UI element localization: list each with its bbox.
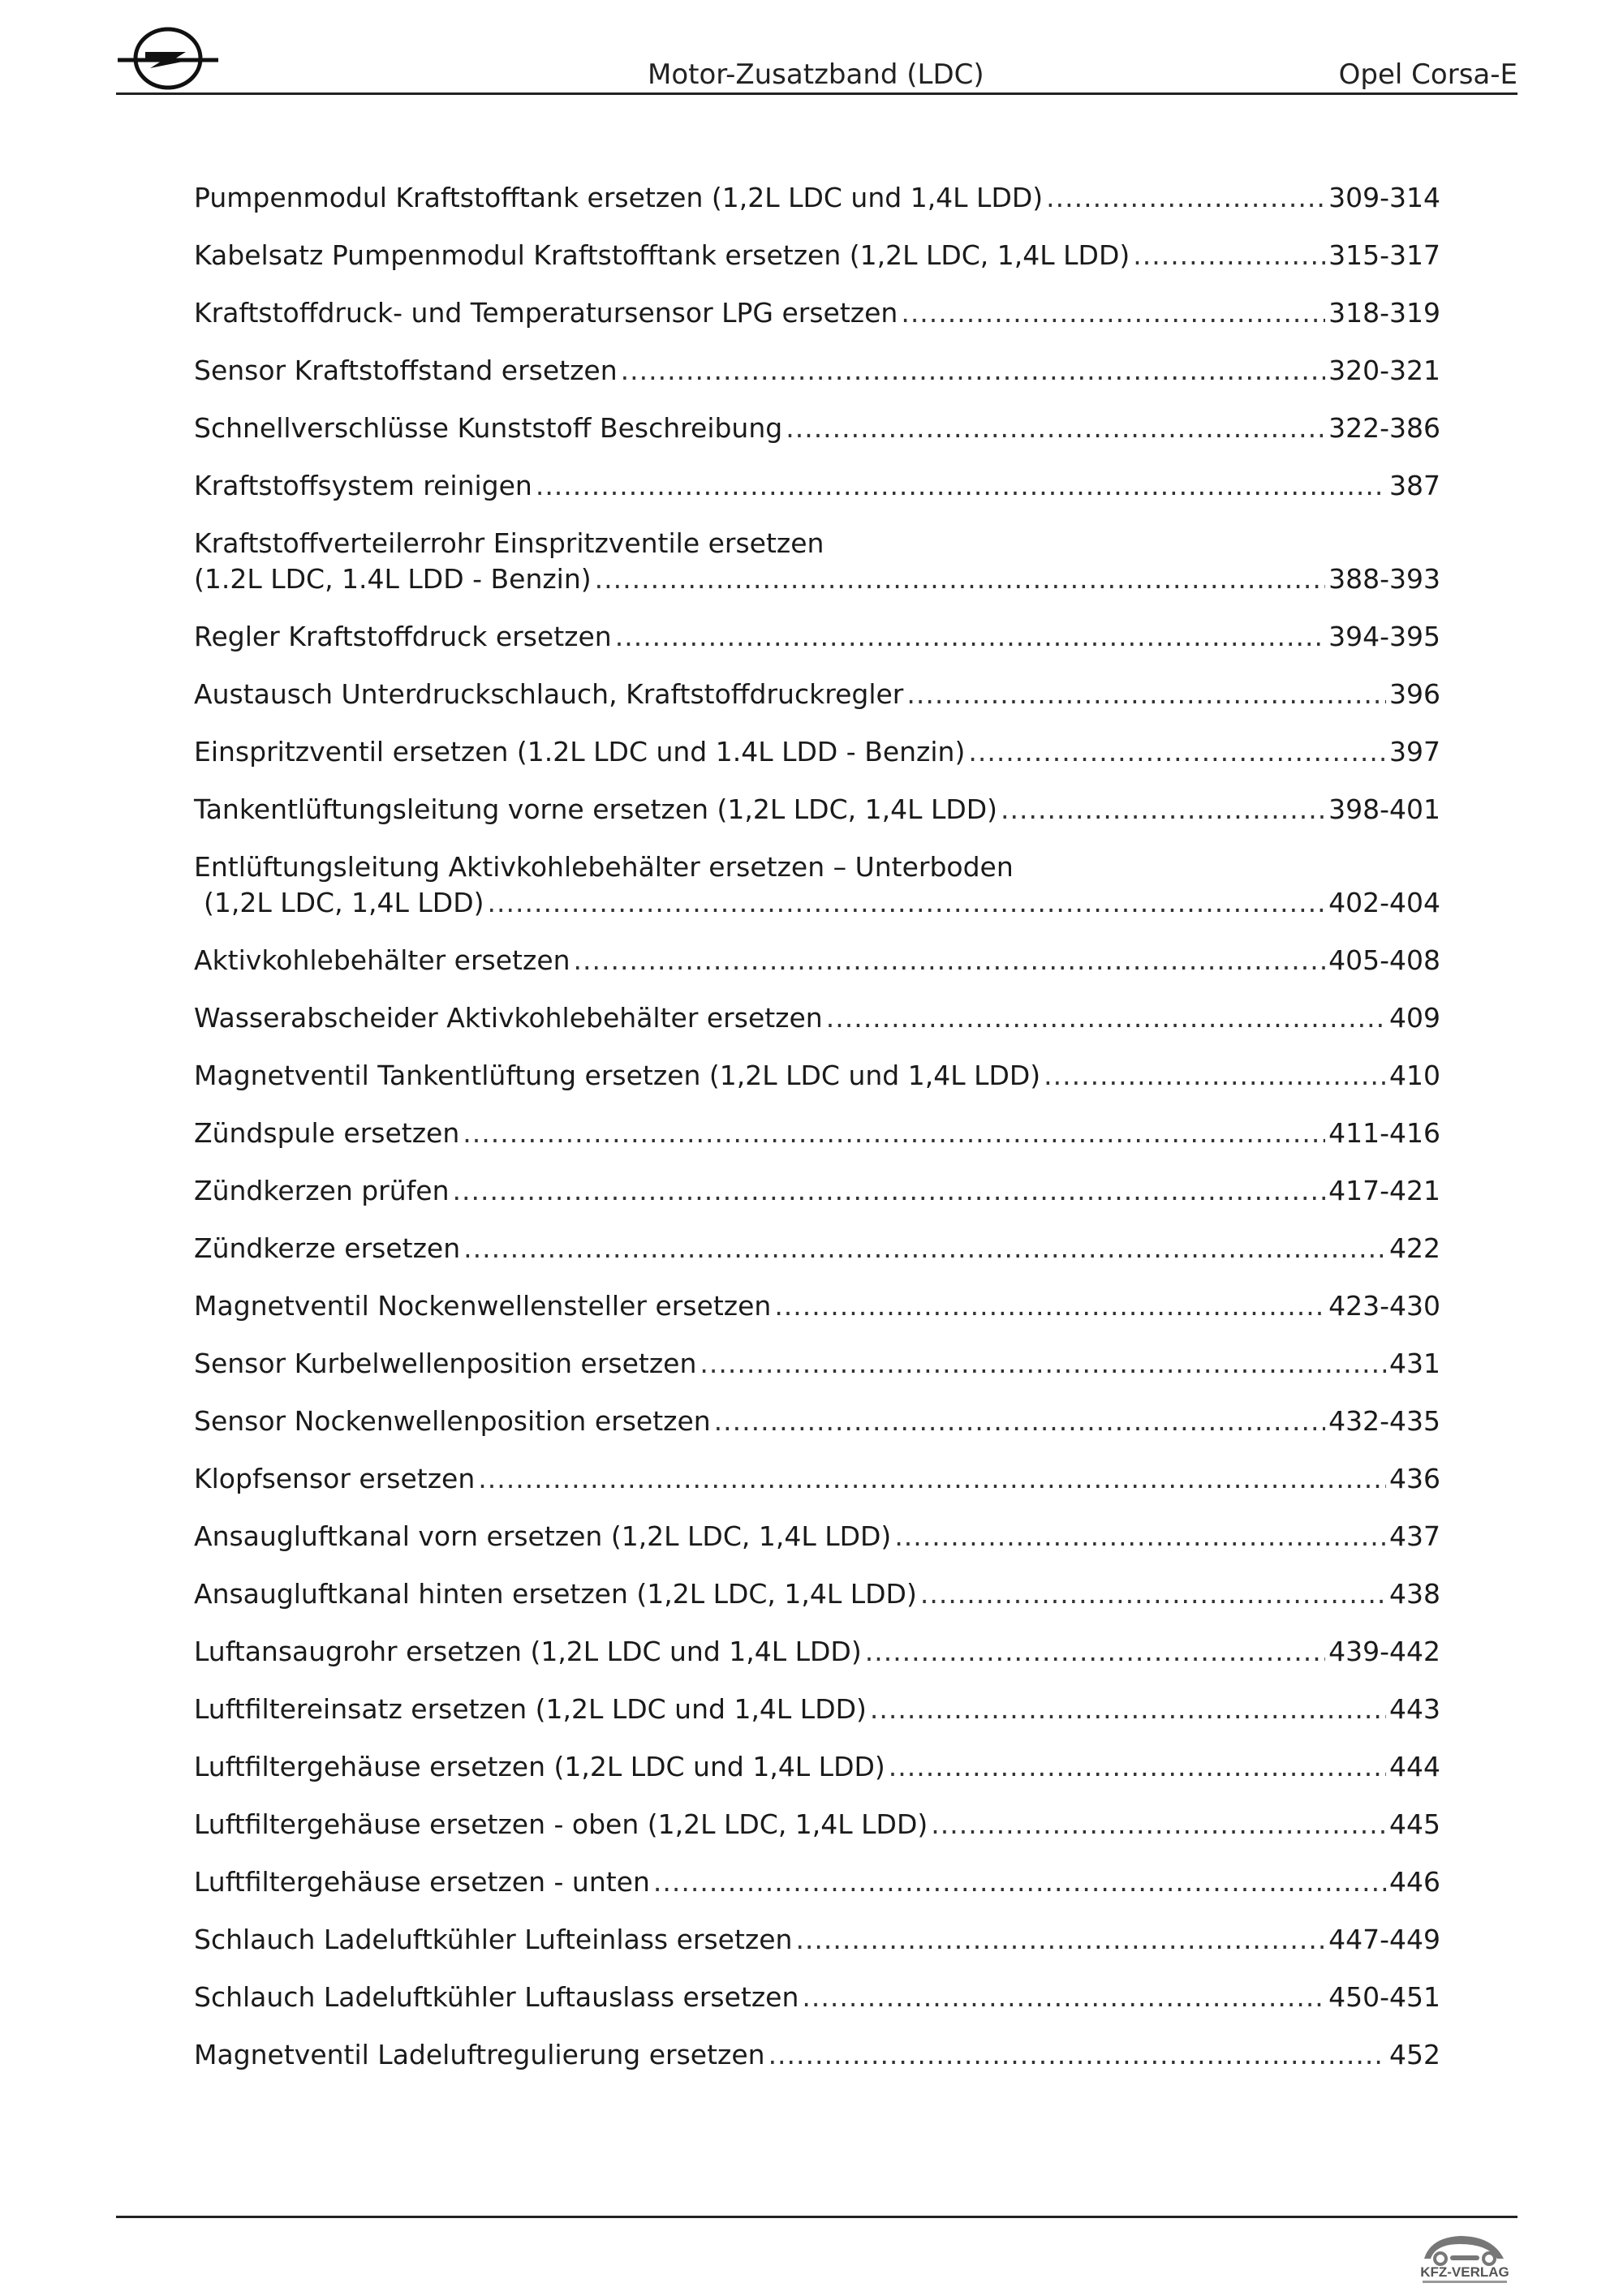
toc-entry [194,1864,1440,1900]
dot-leader [1001,792,1325,828]
toc-entry-page: 432-435 [1328,1405,1440,1437]
dot-leader [865,1634,1325,1670]
document-title: Motor-Zusatzband (LDC) [648,58,984,91]
dot-leader [536,468,1386,504]
toc-entry-row [194,1634,1440,1670]
toc-entry [194,1749,1440,1785]
toc-entry [194,849,1440,921]
toc-entry [194,180,1440,216]
toc-entry-row [194,180,1440,216]
toc-entry-title: Sensor Kraftstoffstand ersetzen [194,355,618,386]
dot-leader [768,2037,1386,2073]
toc-entry-row [194,1519,1440,1554]
vehicle-model: Opel Corsa-E [1338,58,1518,91]
toc-entry-row [194,885,1440,921]
toc-entry-title: Aktivkohlebehälter ersetzen [194,944,570,976]
toc-entry-title: Luftansaugrohr ersetzen (1,2L LDC und 1,4L LDD) [194,1636,862,1667]
toc-entry-row [194,468,1440,504]
dot-leader [463,1116,1325,1151]
toc-entry-row [194,1231,1440,1266]
toc-entry [194,619,1440,655]
dot-leader [653,1864,1386,1900]
dot-leader [968,734,1386,770]
toc-entry-title: Einspritzventil ersetzen (1.2L LDC und 1.4L LDD - Benzin) [194,736,966,767]
toc-entry-page: 446 [1389,1866,1440,1898]
toc-entry-page: 436 [1389,1463,1440,1494]
toc-entry-row [194,1807,1440,1842]
toc-entry [194,526,1440,597]
toc-entry-title: Luftfiltergehäuse ersetzen - unten [194,1866,650,1898]
page-header [116,24,1518,96]
toc-entry-page: 447-449 [1328,1924,1440,1955]
dot-leader [1133,238,1325,273]
footer-divider [116,2216,1518,2218]
toc-entry-page: 452 [1389,2039,1440,2070]
toc-entry-title: Sensor Nockenwellenposition ersetzen [194,1405,711,1437]
toc-entry-row [194,1058,1440,1094]
dot-leader [920,1576,1386,1612]
toc-entry-title: Ansaugluftkanal vorn ersetzen (1,2L LDC, 1,4L LDD) [194,1520,892,1552]
toc-entry [194,1634,1440,1670]
toc-entry-row [194,792,1440,828]
toc-entry [194,1692,1440,1727]
toc-entry-page: 423-430 [1328,1290,1440,1322]
toc-entry-page: 410 [1389,1060,1440,1091]
toc-entry-page: 405-408 [1328,944,1440,976]
toc-entry-row [194,1749,1440,1785]
toc-entry-title: (1.2L LDC, 1.4L LDD - Benzin) [194,563,592,595]
toc-entry-title: Kraftstoffdruck- und Temperatursensor LPG ersetzen [194,297,898,329]
toc-entry-page: 320-321 [1328,355,1440,386]
toc-entry [194,734,1440,770]
toc-entry-row [194,238,1440,273]
toc-entry [194,1807,1440,1842]
toc-entry-row [194,2037,1440,2073]
toc-entry-row [194,677,1440,712]
toc-entry-page: 450-451 [1328,1981,1440,2013]
toc-entry-page: 443 [1389,1693,1440,1725]
toc-entry-title: Luftfiltergehäuse ersetzen - oben (1,2L LDC, 1,4L LDD) [194,1808,928,1840]
toc-entry-title: Kabelsatz Pumpenmodul Kraftstofftank ersetzen (1,2L LDC, 1,4L LDD) [194,239,1130,271]
toc-entry [194,1346,1440,1382]
dot-leader [870,1692,1386,1727]
toc-entry [194,792,1440,828]
toc-entry [194,238,1440,273]
opel-logo-icon [116,24,220,92]
toc-entry-row [194,1980,1440,2015]
toc-entry [194,1922,1440,1958]
toc-entry-title: Sensor Kurbelwellenposition ersetzen [194,1348,697,1379]
dot-leader [595,561,1325,597]
toc-entry-page: 444 [1389,1751,1440,1782]
toc-entry-page: 438 [1389,1578,1440,1610]
toc-entry [194,295,1440,331]
toc-entry-title: Luftfiltergehäuse ersetzen (1,2L LDC und 1,4L LDD) [194,1751,885,1782]
toc-entry-page: 387 [1389,470,1440,501]
toc-entry-row [194,1461,1440,1497]
toc-entry [194,1980,1440,2015]
dot-leader [621,353,1325,389]
toc-entry-page: 318-319 [1328,297,1440,329]
toc-entry-row [194,1864,1440,1900]
dot-leader [615,619,1325,655]
toc-entry-row [194,353,1440,389]
toc-entry [194,1173,1440,1209]
toc-entry [194,411,1440,446]
toc-entry-title-line: Entlüftungsleitung Aktivkohlebehälter ersetzen – Unterboden [194,851,1014,883]
toc-entry-page: 409 [1389,1002,1440,1034]
toc-entry-title: Regler Kraftstoffdruck ersetzen [194,621,612,652]
toc-entry-page: 402-404 [1328,887,1440,918]
toc-entry [194,2037,1440,2073]
toc-entry-page: 411-416 [1328,1117,1440,1149]
toc-entry-row [194,734,1440,770]
toc-entry-page: 398-401 [1328,793,1440,825]
dot-leader [700,1346,1386,1382]
toc-entry-page: 309-314 [1328,182,1440,213]
toc-entry [194,353,1440,389]
dot-leader [795,1922,1325,1958]
toc-entry-title: Pumpenmodul Kraftstofftank ersetzen (1,2L LDC und 1,4L LDD) [194,182,1044,213]
dot-leader [826,1000,1386,1036]
toc-entry-title: Zündkerze ersetzen [194,1232,461,1264]
toc-entry-title: Schlauch Ladeluftkühler Lufteinlass ersetzen [194,1924,793,1955]
toc-entry-title: Zündspule ersetzen [194,1117,460,1149]
toc-entry-title: Klopfsensor ersetzen [194,1463,476,1494]
toc-entry-page: 396 [1389,678,1440,710]
toc-entry-title: Zündkerzen prüfen [194,1175,450,1206]
toc-entry-row [194,1576,1440,1612]
toc-entry-page: 437 [1389,1520,1440,1552]
toc-entry-row [194,1922,1440,1958]
toc-entry-page: 422 [1389,1232,1440,1264]
toc-entry-page: 315-317 [1328,239,1440,271]
toc-entry-page: 388-393 [1328,563,1440,595]
table-of-contents [194,180,1440,2095]
toc-entry [194,1058,1440,1094]
toc-entry-title: (1,2L LDC, 1,4L LDD) [204,887,484,918]
dot-leader [894,1519,1386,1554]
toc-entry-title: Kraftstoffsystem reinigen [194,470,532,501]
toc-entry [194,468,1440,504]
dot-leader [1044,1058,1386,1094]
header-divider [116,92,1518,95]
toc-entry-row [194,1404,1440,1439]
car-wrench-logo-icon [1408,2226,1522,2288]
toc-entry-row [194,1000,1440,1036]
toc-entry-page: 394-395 [1328,621,1440,652]
toc-entry [194,1116,1440,1151]
toc-entry-title: Magnetventil Ladeluftregulierung ersetzen [194,2039,765,2070]
toc-entry-row [194,619,1440,655]
dot-leader [786,411,1325,446]
toc-entry [194,1404,1440,1439]
toc-entry [194,1000,1440,1036]
toc-entry-page: 431 [1389,1348,1440,1379]
toc-entry-row [194,1288,1440,1324]
toc-entry-row [194,1116,1440,1151]
toc-entry [194,1461,1440,1497]
toc-entry-row [194,1346,1440,1382]
dot-leader [574,943,1326,978]
dot-leader [931,1807,1386,1842]
toc-entry-page: 417-421 [1328,1175,1440,1206]
publisher-logo [1408,2226,1522,2288]
dot-leader [714,1404,1325,1439]
toc-entry-title: Tankentlüftungsleitung vorne ersetzen (1,2L LDC, 1,4L LDD) [194,793,998,825]
toc-entry-row [194,943,1440,978]
toc-entry-title: Wasserabscheider Aktivkohlebehälter ersetzen [194,1002,823,1034]
toc-entry-page: 445 [1389,1808,1440,1840]
toc-entry-title: Luftfiltereinsatz ersetzen (1,2L LDC und 1,4L LDD) [194,1693,867,1725]
dot-leader [802,1980,1325,2015]
toc-entry-title: Schlauch Ladeluftkühler Luftauslass ersetzen [194,1981,799,2013]
toc-entry-title: Schnellverschlüsse Kunststoff Beschreibung [194,412,783,444]
toc-entry-page: 439-442 [1328,1636,1440,1667]
dot-leader [889,1749,1386,1785]
dot-leader [901,295,1325,331]
dot-leader [774,1288,1325,1324]
toc-entry-row [194,561,1440,597]
toc-entry [194,677,1440,712]
toc-entry-title: Ansaugluftkanal hinten ersetzen (1,2L LDC, 1,4L LDD) [194,1578,917,1610]
toc-entry-row [194,1173,1440,1209]
toc-entry-title-line: Kraftstoffverteilerrohr Einspritzventile ersetzen [194,527,824,559]
dot-leader [452,1173,1325,1209]
toc-entry [194,1288,1440,1324]
toc-entry-row [194,411,1440,446]
dot-leader [1046,180,1325,216]
toc-entry-title: Magnetventil Tankentlüftung ersetzen (1,2L LDC und 1,4L LDD) [194,1060,1041,1091]
publisher-name: KFZ-VERLAG [1420,2264,1509,2280]
toc-entry-title: Austausch Unterdruckschlauch, Kraftstoffdruckregler [194,678,904,710]
toc-entry [194,1231,1440,1266]
toc-entry-title: Magnetventil Nockenwellensteller ersetzen [194,1290,772,1322]
dot-leader [463,1231,1386,1266]
dot-leader [488,885,1326,921]
dot-leader [906,677,1386,712]
toc-entry-page: 322-386 [1328,412,1440,444]
toc-entry [194,1519,1440,1554]
dot-leader [478,1461,1386,1497]
toc-entry-row [194,295,1440,331]
toc-entry-row [194,1692,1440,1727]
toc-entry-page: 397 [1389,736,1440,767]
toc-entry [194,943,1440,978]
toc-entry [194,1576,1440,1612]
